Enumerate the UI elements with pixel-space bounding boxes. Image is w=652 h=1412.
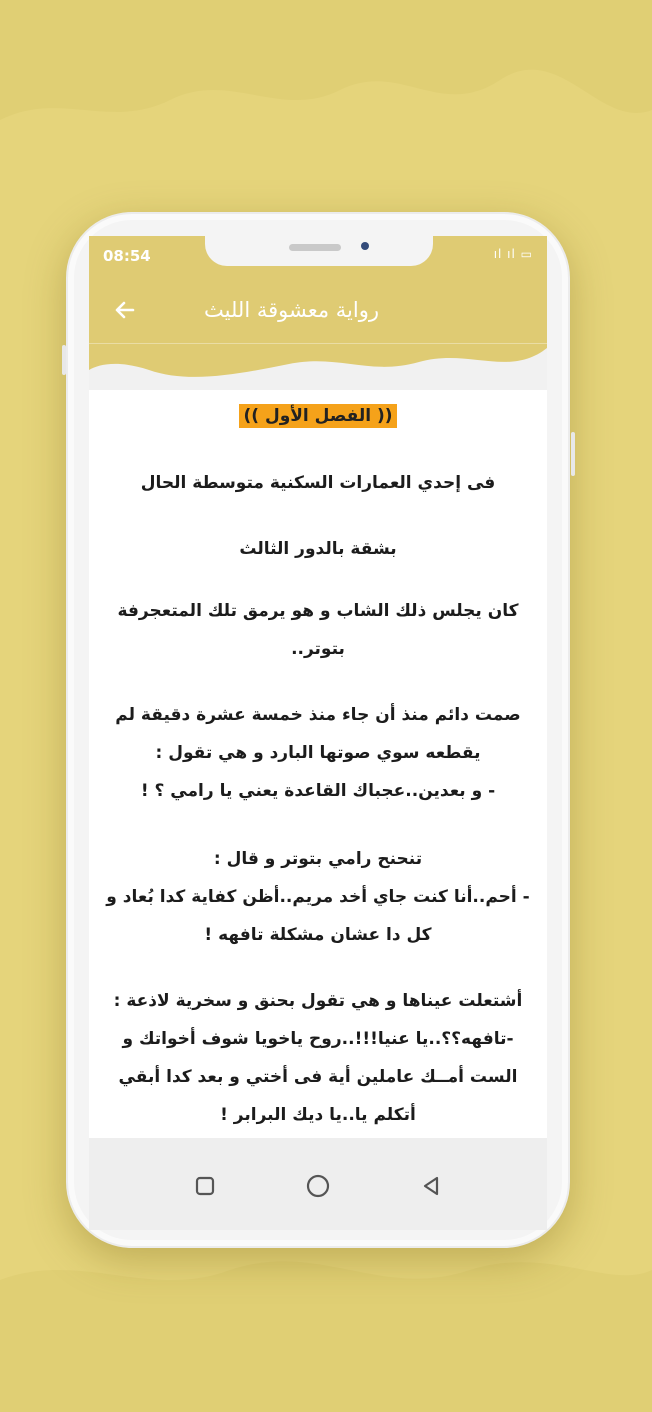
chapter-title-text: (( الفصل الأول )) (239, 404, 396, 428)
paragraph: كان يجلس ذلك الشاب و هو يرمق تلك المتعجرفة بتوتر.. (117, 601, 519, 659)
home-button[interactable] (296, 1164, 340, 1208)
app-title: رواية معشوقة الليث (204, 298, 379, 322)
header-wave (89, 344, 547, 390)
status-bar (103, 244, 533, 268)
paragraph: تنحنح رامي بتوتر و قال : - أحم..أنا كنت جاي أخد مريم..أظن كفاية كدا بُعاد و كل دا عشان مشكلة تافهه ! (106, 849, 530, 945)
system-nav-bar (89, 1138, 547, 1230)
recents-button[interactable] (183, 1164, 227, 1208)
triangle-back-icon (420, 1175, 442, 1197)
paragraph: بشقة بالدور الثالث (239, 539, 397, 559)
paragraph: فى إحدي العمارات السكنية متوسطة الحال (140, 473, 496, 493)
paragraph: أشتعلت عيناها و هي تقول بحنق و سخرية لاذعة : -تافهه؟؟..يا عنيا!!!..روح ياخويا شوف أخواتك و الست أمــك عاملين أية فى أختي و بعد كدا أبقي أتكلم يا..يا ديك البرابر ! (113, 991, 523, 1125)
chapter-title (89, 406, 547, 426)
phone-side-button (62, 345, 66, 375)
nav-back-button[interactable] (409, 1164, 453, 1208)
phone-side-button (571, 432, 575, 476)
reader-content[interactable] (89, 390, 547, 1138)
square-recents-icon (194, 1175, 216, 1197)
signal-battery-icons: ıl ıl ▭ (493, 247, 533, 261)
app-bar (89, 284, 547, 336)
back-button[interactable] (107, 292, 143, 328)
paragraph: صمت دائم منذ أن جاء منذ خمسة عشرة دقيقة لم يقطعه سوي صوتها البارد و هي تقول : - و بعدين..عجباك القاعدة يعني يا رامي ؟ ! (115, 705, 521, 801)
arrow-left-icon (113, 298, 137, 322)
phone-screen (89, 236, 547, 1230)
status-time: 08:54 (103, 247, 151, 265)
circle-home-icon (305, 1173, 331, 1199)
